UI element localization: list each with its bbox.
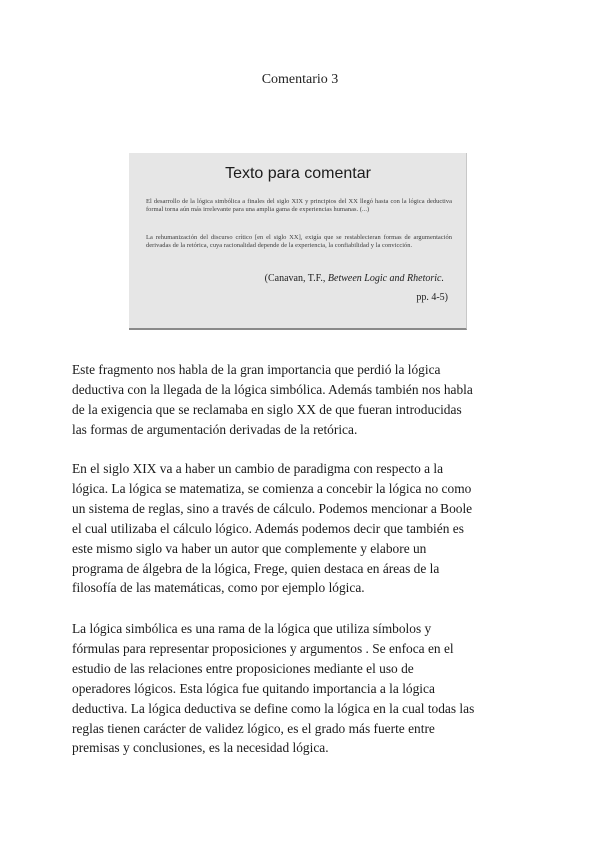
text-line: fórmulas para representar proposiciones y argumentos . Se enfoca en el [72,640,454,656]
text-line: deductiva. La lógica deductiva se define como la lógica en la cual todas las [72,700,475,716]
text-line: reglas tienen carácter de validez lógico, es el grado más fuerte entre [72,720,435,736]
slide-citation [265,273,444,284]
text-line: lógica. La lógica se matematiza, se comienza a concebir la lógica no como [72,480,472,496]
slide-quote-paragraph-2: La rehumanización del discurso crítico [en el siglo XX], exigía que se restablecieran formas de argumentación derivadas de la retórica, cuya racionalidad depende de la experiencia, la confiabilidad y la convicción. [146,234,452,250]
slide-quote-paragraph-1: El desarrollo de la lógica simbólica a finales del siglo XIX y principios del XX llegó hasta con la lógica deductiva formal torna aún más irrelevante para una amplia gama de experiencias humanas. (...) [146,198,452,214]
text-line: En el siglo XIX va a haber un cambio de paradigma con respecto a la [72,461,444,476]
text-line: este mismo siglo va haber un autor que complemente y elabore un [72,540,427,556]
text-line: premisas y conclusiones, es la necesidad lógica. [72,740,329,756]
text-line: un sistema de reglas, sino a través de cálculo. Podemos mencionar a Boole [72,500,473,516]
page-title: Comentario 3 [261,72,339,87]
body-paragraph-1 [72,360,534,440]
text-line: programa de álgebra de la lógica, Frege, quien destaca en áreas de la [72,560,440,576]
slide-image [129,153,467,330]
citation-prefix: (Canavan, T.F., [264,273,328,284]
citation-pages: pp. 4-5) [416,292,448,303]
text-line: operadores lógicos. Esta lógica fue quitando importancia a la lógica [72,680,435,696]
text-line: La lógica simbólica es una rama de la lógica que utiliza símbolos y [72,621,432,636]
body-paragraph-2 [72,459,534,598]
text-line: estudio de las relaciones entre proposiciones mediante el uso de [72,660,414,676]
slide-title: Texto para comentar [225,165,371,182]
text-line: filosofía de las matemáticas, como por ejemplo lógica. [72,580,365,596]
text-line: el cual utilizaba el cálculo lógico. Además podemos decir que también es [72,520,464,536]
text-line: las formas de argumentación derivadas de la retórica. [72,421,358,437]
citation-title: Between Logic and Rhetoric. [327,273,444,284]
text-line: deductiva con la llegada de la lógica simbólica. Además también nos habla [72,381,473,397]
body-paragraph-3 [72,619,534,758]
text-line: de la exigencia que se reclamaba en siglo XX de que fueran introducidas [72,401,462,417]
text-line: Este fragmento nos habla de la gran importancia que perdió la lógica [72,362,441,377]
